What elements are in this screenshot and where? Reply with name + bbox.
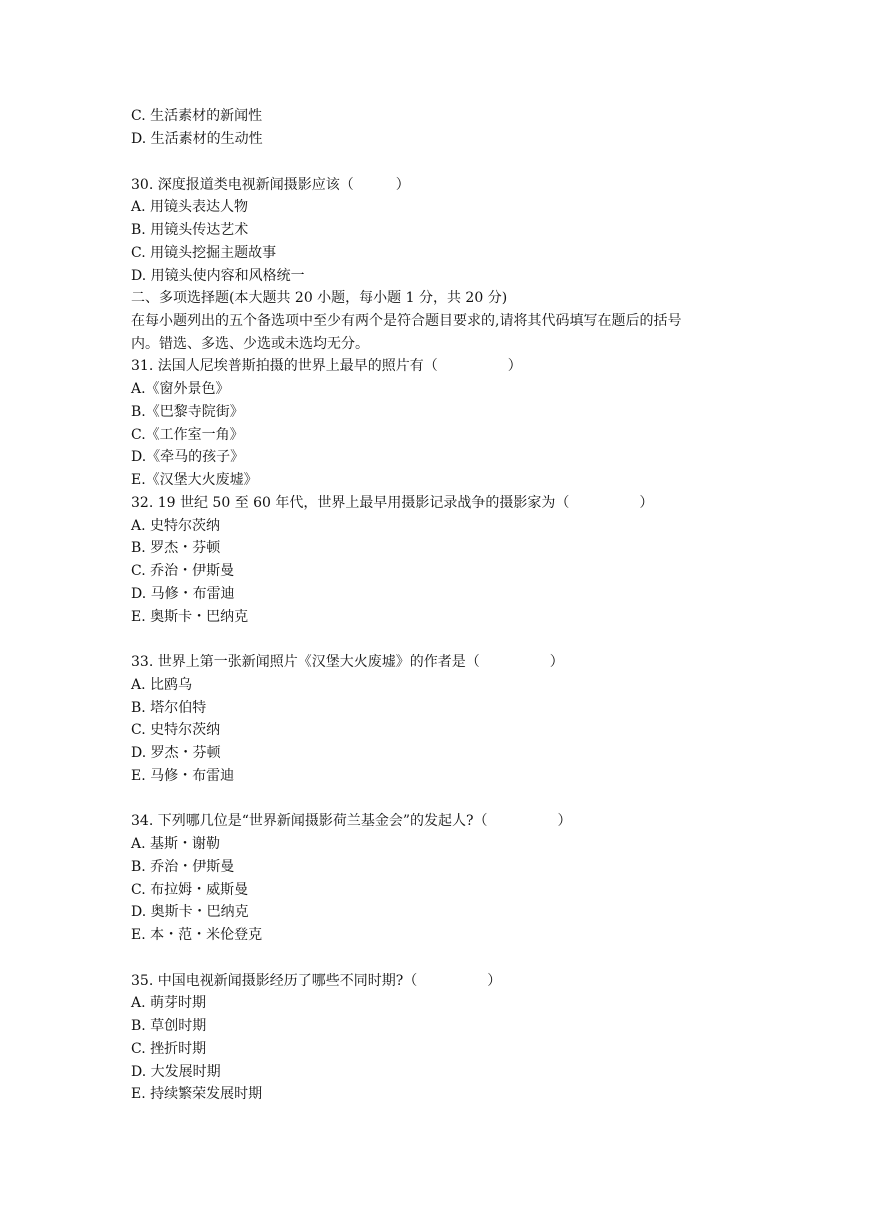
option-c-q34: C. 布拉姆・威斯曼 bbox=[131, 882, 249, 898]
question-32: 32. 19 世纪 50 至 60 年代，世界上最早用摄影记录战争的摄影家为（ ） bbox=[131, 495, 654, 511]
option-b-q33: B. 塔尔伯特 bbox=[131, 700, 207, 716]
option-b-q32: B. 罗杰・芬顿 bbox=[131, 540, 221, 556]
option-b-q35: B. 草创时期 bbox=[131, 1018, 207, 1034]
option-a-q33: A. 比鸥乌 bbox=[131, 677, 193, 693]
option-b-q30: B. 用镜头传达艺术 bbox=[131, 222, 249, 238]
option-a-q31: A.《窗外景色》 bbox=[131, 381, 230, 397]
option-d-q30: D. 用镜头使内容和风格统一 bbox=[131, 268, 305, 284]
option-d-q34: D. 奥斯卡・巴纳克 bbox=[131, 904, 249, 920]
option-d-q35: D. 大发展时期 bbox=[131, 1064, 221, 1080]
option-e-q31: E.《汉堡大火废墟》 bbox=[131, 472, 258, 488]
option-b-q31: B.《巴黎寺院街》 bbox=[131, 404, 244, 420]
section-instructions-cont: 内。错选、多选、少选或未选均无分。 bbox=[131, 336, 369, 352]
option-e-q32: E. 奥斯卡・巴纳克 bbox=[131, 609, 249, 625]
option-e-q34: E. 本・范・米伦登克 bbox=[131, 927, 263, 943]
question-34: 34. 下列哪几位是“世界新闻摄影荷兰基金会”的发起人?（ ） bbox=[131, 813, 572, 829]
question-30: 30. 深度报道类电视新闻摄影应该（ ） bbox=[131, 177, 410, 193]
option-a-q35: A. 萌芽时期 bbox=[131, 995, 207, 1011]
option-a-q34: A. 基斯・谢勒 bbox=[131, 836, 221, 852]
section-heading: 二、多项选择题(本大题共 20 小题，每小题 1 分，共 20 分) bbox=[131, 290, 508, 306]
option-d-q32: D. 马修・布雷迪 bbox=[131, 586, 235, 602]
option-c-q33: C. 史特尔茨纳 bbox=[131, 722, 221, 738]
option-a-q32: A. 史特尔茨纳 bbox=[131, 518, 221, 534]
question-35: 35. 中国电视新闻摄影经历了哪些不同时期?（ ） bbox=[131, 973, 502, 989]
option-c-q32: C. 乔治・伊斯曼 bbox=[131, 563, 235, 579]
option-c-q29: C. 生活素材的新闻性 bbox=[131, 108, 263, 124]
option-b-q34: B. 乔治・伊斯曼 bbox=[131, 859, 235, 875]
option-a-q30: A. 用镜头表达人物 bbox=[131, 199, 249, 215]
question-31: 31. 法国人尼埃普斯拍摄的世界上最早的照片有（ ） bbox=[131, 358, 522, 374]
option-c-q30: C. 用镜头挖掘主题故事 bbox=[131, 245, 277, 261]
option-e-q35: E. 持续繁荣发展时期 bbox=[131, 1086, 263, 1102]
option-e-q33: E. 马修・布雷迪 bbox=[131, 768, 235, 784]
option-c-q35: C. 挫折时期 bbox=[131, 1041, 207, 1057]
option-d-q31: D.《牵马的孩子》 bbox=[131, 449, 245, 465]
option-d-q33: D. 罗杰・芬顿 bbox=[131, 745, 221, 761]
question-33: 33. 世界上第一张新闻照片《汉堡大火废墟》的作者是（ ） bbox=[131, 654, 564, 670]
option-d-q29: D. 生活素材的生动性 bbox=[131, 131, 263, 147]
option-c-q31: C.《工作室一角》 bbox=[131, 427, 244, 443]
section-instructions: 在每小题列出的五个备选项中至少有两个是符合题目要求的,请将其代码填写在题后的括号 bbox=[131, 313, 682, 329]
